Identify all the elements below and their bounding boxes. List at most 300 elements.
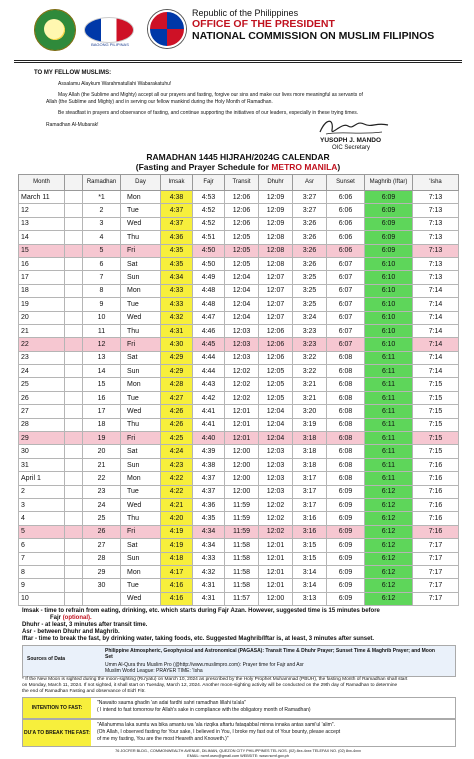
cell-transit: 12:00 [225,445,259,458]
source-pagasa-cont: Set [105,654,113,660]
cell-fajr: 4:36 [193,498,225,511]
cell-transit: 12:00 [225,472,259,485]
cell-isha: 7:15 [413,405,459,418]
cell-transit: 11:58 [225,552,259,565]
cell-asr: 3:13 [293,592,327,605]
header-transit: Transit [225,175,259,191]
cell-imsak: 4:26 [161,418,193,431]
note-imsak-1: Imsak - time to refrain from eating, drinking, etc. which starts during Fajr Azan. However, suggested time is 15 minutes before [22,608,380,614]
cell-weekday: Mon [121,284,161,297]
cell-ramadhan-day: 19 [83,432,121,445]
cell-month: April 1 [19,472,65,485]
cell-blank [65,311,83,324]
cell-fajr: 4:37 [193,485,225,498]
cell-maghrib: 6:12 [365,512,413,525]
cell-fajr: 4:35 [193,512,225,525]
cell-transit: 12:00 [225,485,259,498]
cell-month: 26 [19,391,65,404]
cell-maghrib: 6:10 [365,324,413,337]
cell-weekday: Sat [121,351,161,364]
cell-isha: 7:14 [413,324,459,337]
cell-asr: 3:17 [293,485,327,498]
cell-isha: 7:13 [413,244,459,257]
cell-month: 12 [19,204,65,217]
subtitle-city: METRO MANILA [271,162,338,172]
cell-ramadhan-day: 3 [83,217,121,230]
cell-imsak: 4:30 [161,338,193,351]
cell-ramadhan-day [83,592,121,605]
cell-imsak: 4:25 [161,432,193,445]
table-row [19,458,459,471]
table-row [19,378,459,391]
cell-asr: 3:15 [293,552,327,565]
cell-dhuhr: 12:02 [259,498,293,511]
cell-ramadhan-day: 17 [83,405,121,418]
calendar-title: RAMADHAN 1445 HIJRAH/2024G CALENDAR [146,152,330,162]
prayer-schedule-table [18,174,459,606]
cell-asr: 3:26 [293,244,327,257]
presidential-seal-logo [148,10,186,48]
cell-sunset: 6:09 [327,512,365,525]
dua-arabic: "Allahumma laka sumtu wa bika amantu wa 'ala rizqika aftartu fataqabbal minna innaka antas sami'ul 'alim". [97,722,335,728]
cell-sunset: 6:07 [327,338,365,351]
cell-weekday: Sat [121,539,161,552]
cell-dhuhr: 12:04 [259,405,293,418]
table-row [19,579,459,592]
cell-imsak: 4:16 [161,579,193,592]
cell-dhuhr: 12:08 [259,244,293,257]
letter-greeting: Assalamu Alaykum Warahmatullahi Wabarakatuhu! [58,81,172,87]
cell-isha: 7:13 [413,191,459,204]
cell-dhuhr: 12:08 [259,257,293,270]
cell-transit: 12:02 [225,378,259,391]
table-body [19,191,459,606]
cell-transit: 12:05 [225,244,259,257]
cell-dhuhr: 12:03 [259,485,293,498]
cell-blank [65,565,83,578]
cell-isha: 7:17 [413,539,459,552]
table-row [19,365,459,378]
signer-position: OIC Secretary [332,145,371,151]
cell-asr: 3:24 [293,311,327,324]
cell-transit: 12:05 [225,257,259,270]
cell-imsak: 4:37 [161,217,193,230]
cell-isha: 7:13 [413,217,459,230]
table-row [19,592,459,605]
cell-dhuhr: 12:03 [259,458,293,471]
cell-sunset: 6:06 [327,217,365,230]
cell-sunset: 6:07 [327,298,365,311]
cell-blank [65,405,83,418]
subtitle-suffix: ) [337,162,341,172]
cell-weekday: Thu [121,231,161,244]
cell-ramadhan-day: 20 [83,445,121,458]
cell-maghrib: 6:09 [365,204,413,217]
table-row [19,445,459,458]
cell-isha: 7:16 [413,498,459,511]
cell-maghrib: 6:11 [365,351,413,364]
cell-isha: 7:16 [413,458,459,471]
cell-fajr: 4:42 [193,391,225,404]
cell-sunset: 6:08 [327,405,365,418]
footnote-line-2: on Monday, March 11, 2024. If not sighted, it shall start on Tuesday, March 12, 2024. Another moon-sighting activity will be conducted on the 29th day of Ramadhan to determine [22,683,398,688]
footer-address: 76 JOCFER BLDG., COMMONWEALTH AVENUE, DILIMAN, QUEZON CITY PHILIPPINES TEL NOS. (02) 8xx-4xxx TELEFAX NO. (02) 8xx-4xxx [115,749,361,753]
source-umm-al-qura: Umm Al-Qura thru Muslim Pro (@http://www.muslimpro.com): Prayer time for Fajr and Asr [105,662,304,668]
cell-isha: 7:16 [413,525,459,538]
cell-month: 5 [19,525,65,538]
note-dhuhr: Dhuhr - at least, 3 minutes after transit time. [22,622,148,628]
cell-transit: 12:02 [225,391,259,404]
cell-transit: 11:59 [225,498,259,511]
cell-asr: 3:15 [293,539,327,552]
cell-imsak: 4:31 [161,324,193,337]
cell-sunset: 6:08 [327,391,365,404]
cell-blank [65,257,83,270]
table-row [19,552,459,565]
cell-isha: 7:15 [413,418,459,431]
cell-fajr: 4:32 [193,565,225,578]
cell-imsak: 4:24 [161,445,193,458]
cell-dhuhr: 12:05 [259,378,293,391]
cell-maghrib: 6:11 [365,405,413,418]
cell-ramadhan-day: 4 [83,231,121,244]
table-row [19,351,459,364]
cell-transit: 11:59 [225,525,259,538]
cell-maghrib: 6:11 [365,472,413,485]
cell-sunset: 6:08 [327,351,365,364]
cell-ramadhan-day: 28 [83,552,121,565]
cell-month: 2 [19,485,65,498]
table-row [19,472,459,485]
cell-ramadhan-day: 29 [83,565,121,578]
table-row [19,204,459,217]
cell-transit: 12:01 [225,418,259,431]
sources-box [22,645,456,677]
cell-blank [65,191,83,204]
moon-sighting-footnote [22,677,454,695]
cell-imsak: 4:21 [161,498,193,511]
calendar-subtitle [14,162,462,172]
cell-weekday: Mon [121,191,161,204]
cell-asr: 3:14 [293,579,327,592]
cell-imsak: 4:32 [161,311,193,324]
cell-sunset: 6:08 [327,365,365,378]
cell-dhuhr: 12:08 [259,231,293,244]
table-row [19,485,459,498]
source-mwl: Muslim World League: PRAYER TIME: 'Isha [105,668,203,674]
note-imsak-optional: (optional). [62,615,92,621]
cell-blank [65,271,83,284]
cell-maghrib: 6:09 [365,191,413,204]
cell-blank [65,351,83,364]
cell-weekday: Mon [121,378,161,391]
cell-sunset: 6:07 [327,311,365,324]
sources-label: Sources of Data [27,656,66,662]
cell-isha: 7:14 [413,351,459,364]
cell-weekday: Fri [121,338,161,351]
cell-month: 10 [19,592,65,605]
cell-asr: 3:23 [293,338,327,351]
cell-asr: 3:23 [293,324,327,337]
header-fajr: Fajr [193,175,225,191]
cell-fajr: 4:46 [193,324,225,337]
cell-isha: 7:15 [413,432,459,445]
cell-imsak: 4:37 [161,204,193,217]
cell-month: 27 [19,405,65,418]
cell-asr: 3:27 [293,204,327,217]
header-dhuhr: Dhuhr [259,175,293,191]
cell-dhuhr: 12:06 [259,338,293,351]
cell-transit: 12:02 [225,365,259,378]
cell-blank [65,579,83,592]
office-line: OFFICE OF THE PRESIDENT [192,18,335,30]
cell-blank [65,472,83,485]
cell-ramadhan-day: *1 [83,191,121,204]
cell-imsak: 4:35 [161,257,193,270]
cell-dhuhr: 12:03 [259,472,293,485]
cell-weekday: Tue [121,485,161,498]
cell-asr: 3:14 [293,565,327,578]
cell-weekday: Thu [121,512,161,525]
cell-month: 31 [19,458,65,471]
cell-transit: 12:03 [225,338,259,351]
cell-sunset: 6:09 [327,498,365,511]
ncmf-seal-center [44,19,64,39]
cell-asr: 3:17 [293,472,327,485]
table-row [19,311,459,324]
cell-maghrib: 6:12 [365,539,413,552]
cell-fajr: 4:45 [193,338,225,351]
cell-month: 9 [19,579,65,592]
cell-weekday: Fri [121,244,161,257]
cell-sunset: 6:09 [327,592,365,605]
cell-imsak: 4:20 [161,512,193,525]
cell-transit: 11:58 [225,579,259,592]
cell-weekday: Tue [121,298,161,311]
cell-imsak: 4:35 [161,244,193,257]
cell-weekday: Sun [121,458,161,471]
cell-weekday: Sat [121,257,161,270]
table-row [19,231,459,244]
cell-month: 14 [19,231,65,244]
table-row [19,405,459,418]
cell-transit: 12:06 [225,217,259,230]
cell-month: 13 [19,217,65,230]
cell-ramadhan-day: 25 [83,512,121,525]
cell-sunset: 6:09 [327,539,365,552]
cell-transit: 12:01 [225,432,259,445]
cell-ramadhan-day: 11 [83,324,121,337]
cell-asr: 3:16 [293,525,327,538]
cell-ramadhan-day: 2 [83,204,121,217]
cell-asr: 3:21 [293,391,327,404]
cell-maghrib: 6:09 [365,231,413,244]
cell-asr: 3:25 [293,284,327,297]
table-row [19,512,459,525]
cell-month: 19 [19,298,65,311]
cell-weekday: Fri [121,432,161,445]
cell-ramadhan-day: 21 [83,458,121,471]
cell-blank [65,365,83,378]
cell-blank [65,592,83,605]
header-sunset: Sunset [327,175,365,191]
header-imsak: Imsak [161,175,193,191]
cell-maghrib: 6:09 [365,244,413,257]
cell-imsak: 4:26 [161,405,193,418]
cell-ramadhan-day: 18 [83,418,121,431]
cell-asr: 3:20 [293,405,327,418]
cell-isha: 7:13 [413,204,459,217]
cell-transit: 11:58 [225,565,259,578]
table-row [19,257,459,270]
cell-blank [65,391,83,404]
cell-imsak: 4:18 [161,552,193,565]
cell-isha: 7:14 [413,311,459,324]
cell-dhuhr: 12:06 [259,351,293,364]
cell-weekday: Thu [121,418,161,431]
table-row [19,565,459,578]
cell-maghrib: 6:09 [365,217,413,230]
cell-blank [65,498,83,511]
cell-isha: 7:17 [413,565,459,578]
cell-month: 3 [19,498,65,511]
cell-dhuhr: 12:09 [259,217,293,230]
cell-maghrib: 6:12 [365,565,413,578]
cell-blank [65,458,83,471]
cell-isha: 7:13 [413,271,459,284]
cell-blank [65,298,83,311]
cell-isha: 7:13 [413,257,459,270]
cell-maghrib: 6:12 [365,579,413,592]
cell-ramadhan-day: 13 [83,351,121,364]
cell-weekday: Sat [121,445,161,458]
letterhead [14,6,462,58]
cell-maghrib: 6:10 [365,271,413,284]
cell-isha: 7:14 [413,284,459,297]
table-row [19,391,459,404]
cell-imsak: 4:38 [161,191,193,204]
cell-weekday: Tue [121,204,161,217]
republic-line: Republic of the Philippines [192,8,299,18]
cell-maghrib: 6:12 [365,498,413,511]
cell-imsak: 4:28 [161,378,193,391]
cell-ramadhan-day: 22 [83,472,121,485]
cell-sunset: 6:08 [327,445,365,458]
cell-maghrib: 6:11 [365,445,413,458]
cell-isha: 7:17 [413,552,459,565]
cell-fajr: 4:34 [193,525,225,538]
intention-arabic: "Nawaito sauma ghadin 'an adai fardhi sahri ramadhan lillahi ta'ala" [97,700,246,706]
cell-ramadhan-day: 9 [83,298,121,311]
cell-blank [65,338,83,351]
header-divider [14,60,462,61]
cell-ramadhan-day: 12 [83,338,121,351]
header-day: Day [121,175,161,191]
letter-paragraph-1b: Allah (the Sublime and Mighty) and in serving our fellow mankind during the Holy Month of Ramadhan. [46,99,273,105]
cell-ramadhan-day: 16 [83,391,121,404]
cell-dhuhr: 12:01 [259,539,293,552]
cell-maghrib: 6:11 [365,365,413,378]
intention-translation: ( I intend to fast tomorrow for Allah's sake in compliance with the obligatory month of Ramadhan) [97,707,311,713]
cell-maghrib: 6:10 [365,338,413,351]
cell-sunset: 6:08 [327,418,365,431]
cell-sunset: 6:09 [327,579,365,592]
cell-sunset: 6:09 [327,485,365,498]
cell-transit: 11:59 [225,512,259,525]
header-asr: Asr [293,175,327,191]
cell-fajr: 4:48 [193,284,225,297]
cell-month: 4 [19,512,65,525]
cell-dhuhr: 12:07 [259,311,293,324]
table-row [19,539,459,552]
cell-maghrib: 6:12 [365,525,413,538]
cell-month: 17 [19,271,65,284]
intention-label: INTENTION TO FAST: [23,698,91,718]
note-asr: Asr - between Dhuhr and Maghrib. [22,629,120,635]
cell-month: 25 [19,378,65,391]
cell-maghrib: 6:12 [365,552,413,565]
cell-month: 7 [19,552,65,565]
cell-maghrib: 6:10 [365,311,413,324]
cell-weekday: Mon [121,565,161,578]
cell-weekday: Sun [121,271,161,284]
dua-label: DU'A TO BREAK THE FAST: [23,720,91,746]
cell-fajr: 4:43 [193,378,225,391]
cell-blank [65,378,83,391]
cell-dhuhr: 12:01 [259,565,293,578]
cell-imsak: 4:34 [161,271,193,284]
cell-asr: 3:18 [293,445,327,458]
cell-month: 23 [19,351,65,364]
cell-transit: 12:03 [225,324,259,337]
cell-sunset: 6:06 [327,244,365,257]
cell-sunset: 6:07 [327,324,365,337]
cell-isha: 7:16 [413,512,459,525]
page-footer [14,749,462,759]
cell-weekday: Wed [121,311,161,324]
cell-ramadhan-day: 10 [83,311,121,324]
cell-weekday: Wed [121,592,161,605]
cell-isha: 7:13 [413,231,459,244]
cell-asr: 3:22 [293,351,327,364]
cell-sunset: 6:08 [327,472,365,485]
cell-maghrib: 6:10 [365,257,413,270]
cell-maghrib: 6:10 [365,284,413,297]
cell-fajr: 4:31 [193,579,225,592]
cell-fajr: 4:53 [193,191,225,204]
cell-blank [65,324,83,337]
cell-weekday: Sun [121,365,161,378]
signature-image [316,116,392,138]
cell-month: 28 [19,418,65,431]
cell-dhuhr: 12:06 [259,324,293,337]
header-maghrib: Maghrib (Iftar) [365,175,413,191]
cell-ramadhan-day: 27 [83,539,121,552]
cell-asr: 3:22 [293,365,327,378]
cell-sunset: 6:06 [327,204,365,217]
cell-month: 8 [19,565,65,578]
cell-isha: 7:16 [413,485,459,498]
footnote-line-3: the end of Ramadhan Fasting and observance of Eid'l Fitr. [22,689,146,694]
cell-weekday: Wed [121,217,161,230]
cell-dhuhr: 12:02 [259,525,293,538]
cell-imsak: 4:22 [161,485,193,498]
cell-asr: 3:26 [293,217,327,230]
cell-imsak: 4:17 [161,565,193,578]
cell-month: March 11 [19,191,65,204]
cell-weekday: Tue [121,391,161,404]
table-header-row [19,175,459,191]
